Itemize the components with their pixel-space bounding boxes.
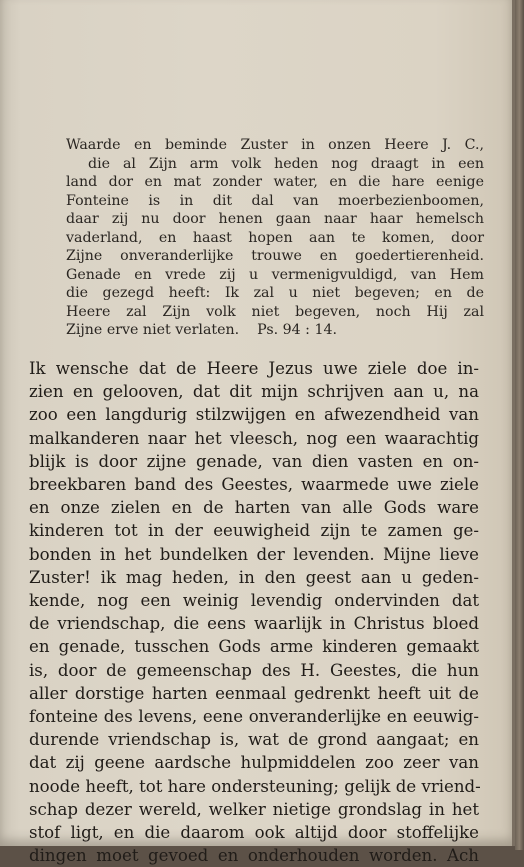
text-line: en genade, tusschen Gods arme kinderen gemaakt	[29, 637, 479, 657]
text-line: malkanderen naar het vleesch, nog een waarachtig	[29, 428, 479, 448]
text-line: Ik wensche dat de Heere Jezus uwe ziele doe in-	[29, 359, 479, 378]
text-line: Heere zal Zijn volk niet begeven, noch Hij zal	[66, 303, 484, 320]
text-line: Genade en vrede zij u vermenigvuldigd, van Hem	[66, 266, 484, 283]
text-line: breekbaren band des Geestes, waarmede uwe ziele	[29, 475, 479, 495]
text-line: schap dezer wereld, welker nietige grondslag in het	[29, 799, 479, 819]
scripture-reference: Ps. 94 : 14.	[257, 322, 338, 338]
text-line: noode heeft, tot hare ondersteuning; gelijk de vriend-	[29, 776, 481, 796]
text-line: fonteine des levens, eene onveranderlijke en eeuwig-	[29, 707, 479, 727]
text-line: land dor en mat zonder water, en die hare eenige	[66, 174, 484, 190]
text-line: en onze zielen en de harten van alle Gods ware	[29, 498, 479, 518]
text-line: die al Zijn arm volk heden nog draagt in een	[88, 155, 484, 172]
text-line: Zijne onveranderlijke trouwe en goedertierenheid.	[66, 248, 484, 264]
text-line: de vriendschap, die eens waarlijk in Christus bloed	[29, 614, 479, 634]
text-line: daar zij nu door henen gaan naar haar hemelsch	[66, 211, 484, 227]
text-line: die gezegd heeft: Ik zal u niet begeven; en de	[66, 285, 484, 301]
text-line: Zuster! ik mag heden, in den geest aan u geden-	[29, 567, 479, 587]
text-line: is, door de gemeenschap des H. Geestes, die hun	[29, 660, 479, 680]
text-line: blijk is door zijne genade, van dien vasten en on-	[29, 451, 479, 471]
text-line: Fonteine is in dit dal van moerbezienboomen,	[66, 192, 484, 209]
text-line: dingen moet gevoed en onderhouden worden. Ach	[29, 846, 479, 866]
text-line	[66, 321, 484, 340]
text-line: dat zij geene aardsche hulpmiddelen zoo zeer van	[29, 753, 479, 773]
text-line: zoo een langdurig stilzwijgen en afwezendheid van	[29, 405, 479, 425]
letter-body	[29, 357, 479, 867]
text-line-words: Zijne erve niet verlaten.	[66, 322, 240, 338]
text-line: zien en gelooven, dat dit mijn schrijven aan u, na	[29, 382, 479, 402]
text-line: stof ligt, en die daarom ook altijd door stoffelijke	[29, 823, 479, 843]
page-edge-shadow	[515, 0, 524, 850]
text-line: durende vriendschap is, wat de grond aangaat; en	[29, 730, 479, 750]
text-line: aller dorstige harten eenmaal gedrenkt heeft uit de	[29, 683, 479, 703]
salutation-paragraph	[66, 136, 484, 340]
text-line: vaderland, en haast hopen aan te komen, door	[66, 229, 484, 246]
text-line: Waarde en beminde Zuster in onzen Heere J. C.,	[66, 137, 484, 153]
text-line: kinderen tot in der eeuwigheid zijn te zamen ge-	[29, 521, 479, 541]
text-line: kende, nog een weinig levendig ondervinden dat	[29, 591, 479, 611]
text-line: bonden in het bundelken der levenden. Mijne lieve	[29, 544, 479, 564]
